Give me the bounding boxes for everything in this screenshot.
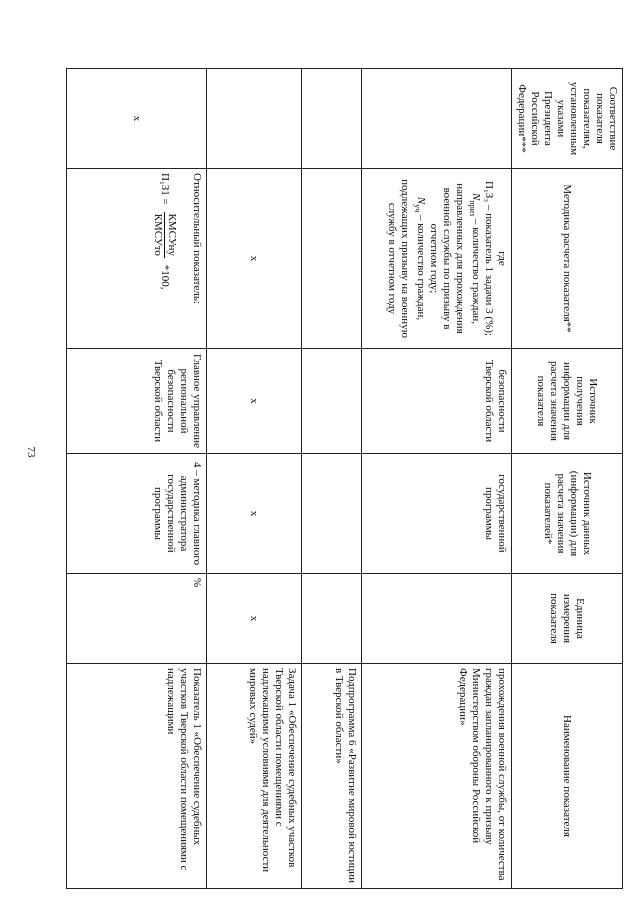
cell-methodology (67, 169, 207, 349)
page-number: 73 (25, 446, 37, 458)
cell-data-source (302, 454, 362, 574)
methodology-line (385, 173, 427, 344)
rotated-page-content (68, 68, 623, 888)
cell-compliance (362, 69, 512, 169)
cell-compliance (302, 69, 362, 169)
cell-compliance: х (67, 69, 207, 169)
cell-info-source (302, 349, 362, 454)
variable-subscript: приз (467, 200, 477, 217)
formula-multiplier: *100, (158, 264, 171, 290)
cell-info-source: Главное управление региональной безопасности Тверской области (67, 349, 207, 454)
cell-compliance (207, 69, 302, 169)
cell-info-source: х (207, 349, 302, 454)
variable-symbol: N (414, 196, 427, 205)
table-row (207, 69, 302, 889)
header-row (512, 69, 623, 889)
cell-unit: % (67, 574, 207, 664)
header-methodology: Методика расчета показателя** (512, 169, 623, 349)
header-compliance: Соответствие показателя показателям, установленным указами Президента Российской Федерации*** (512, 69, 623, 169)
formula-intro: Относительный показатель: (191, 173, 203, 304)
header-info-source: Источник получения информации для расчета значения показателя (512, 349, 623, 454)
cell-methodology: х (207, 169, 302, 349)
variable-symbol: N (470, 193, 482, 201)
cell-methodology (302, 169, 362, 349)
cell-info-source: безопасности Тверской области (362, 349, 512, 454)
indicator-table (66, 68, 623, 889)
cell-unit: х (207, 574, 302, 664)
cell-indicator-name: Подпрограмма 6 «Развитие мировой юстиции в Тверской области» (302, 664, 362, 889)
formula (151, 173, 178, 344)
cell-data-source: 4 – методика главного администратора государственной программы (67, 454, 207, 574)
formula-numerator: КМСУну (166, 213, 178, 257)
table-row (67, 69, 207, 889)
methodology-line (427, 173, 482, 344)
header-unit: Единица измерения показателя (512, 574, 623, 664)
variable-description: – количество граждан, направленных для прохождения военной службы по призыву в отчетном году; (427, 183, 482, 334)
cell-unit (302, 574, 362, 664)
cell-data-source: государственной программы (362, 454, 512, 574)
formula-denominator: КМСУто (152, 213, 164, 256)
cell-methodology (362, 169, 512, 349)
formula-fraction (151, 212, 178, 259)
variable-description: – количество граждан, подлежащих призыву на военную службу в отчетном году (385, 179, 427, 338)
variable-subscript: уч (412, 204, 422, 213)
header-indicator-name: Наименование показателя (512, 664, 623, 889)
formula-lhs: П₁З1 (158, 173, 171, 196)
cell-indicator-name: прохождения военной службы, от количества граждан запланированного к призыву Министерством обороны Российской Федерации» (362, 664, 512, 889)
cell-indicator-name: Показатель 1 «Обеспечение судебных участков Тверской области помещениями с надлежащими (67, 664, 207, 889)
header-data-source: Источник данных (информации) для расчета значения показателей* (512, 454, 623, 574)
cell-indicator-name: Задача 1 «Обеспечение судебных участков Тверской области помещениями с надлежащими условиями для деятельности мировых судей» (207, 664, 302, 889)
methodology-where: где (496, 251, 508, 266)
cell-data-source: х (207, 454, 302, 574)
table-row (302, 69, 362, 889)
methodology-line: П₁З₃ – показатель 1 задачи 3 (%); (483, 181, 495, 336)
cell-unit (362, 574, 512, 664)
table-row (362, 69, 512, 889)
formula-equals: = (158, 198, 171, 205)
